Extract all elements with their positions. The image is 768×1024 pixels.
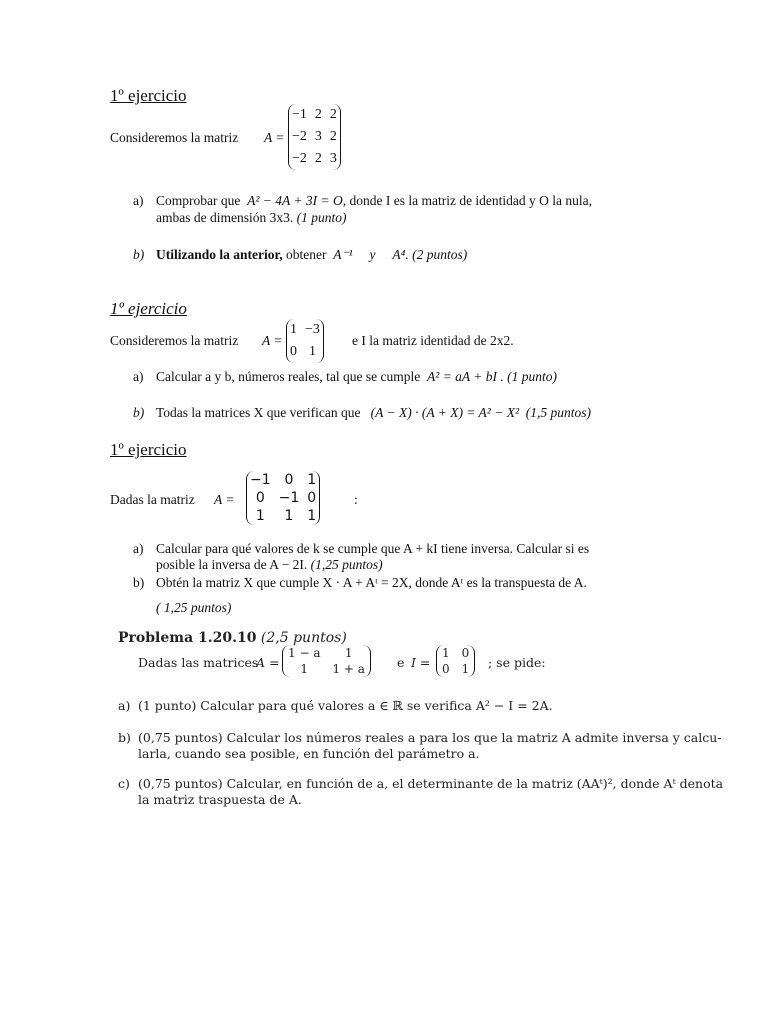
prob-matrix-label: A = <box>256 655 280 670</box>
points: (1,5 puntos) <box>525 405 591 420</box>
matrix-cell: 2 <box>314 151 322 166</box>
matrix-cell: 2 <box>314 107 322 122</box>
ej2-item-a-marker: a) <box>133 369 144 384</box>
ej3-item-b-marker: b) <box>133 575 145 590</box>
points: (1 punto) <box>296 210 347 225</box>
formula: A² − 4A + 3I = O <box>247 193 343 208</box>
ej2-matrix <box>286 319 324 367</box>
prob-item-c-line1: (0,75 puntos) Calcular, en función de a, el determinante de la matriz (AAᵗ)², donde Aᵗ denota <box>138 776 724 791</box>
matrix-cell: 2 <box>329 107 337 122</box>
ej3-item-a-line2 <box>156 557 383 573</box>
matrix-cell: 0 <box>255 490 265 506</box>
prob-matrix-i <box>436 645 475 680</box>
matrix-cell: 1 <box>307 508 317 524</box>
prob-item-c-marker: c) <box>118 776 130 791</box>
matrix-cell: 0 <box>290 344 297 359</box>
matrix-cell: −3 <box>305 322 320 337</box>
text: , donde I es la matriz de identidad y O la nula, <box>342 193 593 208</box>
prob-item-b-marker: b) <box>118 730 131 745</box>
formula: A² = aA + bI <box>427 369 498 384</box>
ej3-colon: : <box>354 492 358 507</box>
formula: A⁻¹ <box>333 247 353 262</box>
matrix-cell: 3 <box>314 129 322 144</box>
points: (1,25 puntos) <box>310 557 383 572</box>
matrix-cell: 0 <box>307 490 317 506</box>
matrix-cell: 1 + a <box>332 662 365 676</box>
ej2-title: 1º ejercicio <box>110 299 187 318</box>
ej1-item-a-marker: a) <box>133 193 144 208</box>
bold-text: Utilizando la anterior, <box>156 247 283 262</box>
ej2-item-b-line <box>156 405 591 421</box>
text: obtener <box>286 247 327 262</box>
formula: (A − X) · (A + X) = A² − X² <box>370 405 519 420</box>
prob-intro: Dadas las matrices <box>138 655 259 670</box>
formula: A⁴ <box>392 247 406 262</box>
matrix-cell: 1 <box>300 662 309 676</box>
text: posible la inversa de A − 2I. <box>156 557 308 572</box>
prob-and: e <box>397 655 405 670</box>
prob-item-b-line2: larla, cuando sea posible, en función del parámetro a. <box>138 746 480 761</box>
ej2-item-b-marker: b) <box>133 405 145 420</box>
ej3-matrix <box>246 471 320 529</box>
text: Calcular a y b, números reales, tal que se cumple <box>156 369 421 384</box>
ej1-item-a-line2 <box>156 210 346 226</box>
ej1-matrix-label: A = <box>264 130 285 145</box>
prob-after: ; se pide: <box>488 655 546 670</box>
matrix-cell: −1 <box>250 472 271 488</box>
text: Todas la matrices X que verifican que <box>156 405 361 420</box>
points: . (2 puntos) <box>405 247 468 262</box>
prob-item-a-marker: a) <box>118 698 131 713</box>
ej1-matrix <box>288 104 341 174</box>
matrix-cell: 1 − a <box>288 646 321 660</box>
ej2-matrix-label: A = <box>262 333 283 348</box>
text: Comprobar que <box>156 193 241 208</box>
prob-item-a-line: (1 punto) Calcular para qué valores a ∈ ℝ se verifica A² − I = 2A. <box>138 698 553 713</box>
ej3-intro: Dadas la matriz <box>110 492 195 507</box>
matrix-cell: −2 <box>292 129 307 144</box>
prob-points: (2,5 puntos) <box>260 630 347 646</box>
prob-title: Problema 1.20.10 <box>118 630 257 646</box>
matrix-cell: 3 <box>329 151 337 166</box>
matrix-cell: 0 <box>461 646 470 660</box>
text: ambas de dimensión 3x3. <box>156 210 294 225</box>
matrix-cell: −1 <box>292 107 307 122</box>
ej1-item-b-line <box>156 247 467 263</box>
matrix-cell: −1 <box>278 490 300 506</box>
matrix-cell: 1 <box>284 508 294 524</box>
matrix-cell: 1 <box>307 472 317 488</box>
prob-item-c-line2: la matriz traspuesta de A. <box>138 792 302 807</box>
matrix-cell: 1 <box>442 646 450 660</box>
ej2-item-a-line <box>156 369 557 385</box>
matrix-cell: 1 <box>290 322 297 337</box>
matrix-cell: 1 <box>344 646 353 660</box>
ej3-item-a-marker: a) <box>133 541 144 556</box>
matrix-cell: 1 <box>461 662 470 676</box>
ej1-item-a-line1 <box>156 193 592 209</box>
ej2-after-matrix: e I la matriz identidad de 2x2. <box>352 333 514 348</box>
points: . (1 punto) <box>500 369 558 384</box>
ej1-intro: Consideremos la matriz <box>110 130 239 145</box>
matrix-cell: −2 <box>292 151 307 166</box>
matrix-cell: 2 <box>329 129 337 144</box>
ej3-item-b-points: ( 1,25 puntos) <box>156 600 232 615</box>
prob-matrix-a <box>282 645 371 680</box>
text: y <box>369 247 376 262</box>
ej3-item-b-line: Obtén la matriz X que cumple X · A + Aᵗ = 2X, donde Aᵗ es la transpuesta de A. <box>156 575 587 590</box>
prob-item-b-line1: (0,75 puntos) Calcular los números reales a para los que la matriz A admite inversa y calcu- <box>138 730 722 745</box>
matrix-cell: 1 <box>308 344 316 359</box>
prob-i-label: I = <box>411 655 431 670</box>
ej1-item-b-marker: b) <box>133 247 145 262</box>
prob-title-line <box>118 630 347 646</box>
matrix-cell: 0 <box>284 472 294 488</box>
matrix-cell: 0 <box>442 662 450 676</box>
ej1-title: 1º ejercicio <box>110 86 187 105</box>
ej2-intro: Consideremos la matriz <box>110 333 239 348</box>
ej3-item-a-line1: Calcular para qué valores de k se cumple que A + kI tiene inversa. Calcular si es <box>156 541 590 556</box>
ej3-title: 1º ejercicio <box>110 440 187 459</box>
ej3-matrix-label: A = <box>214 492 235 507</box>
matrix-cell: 1 <box>255 508 265 524</box>
